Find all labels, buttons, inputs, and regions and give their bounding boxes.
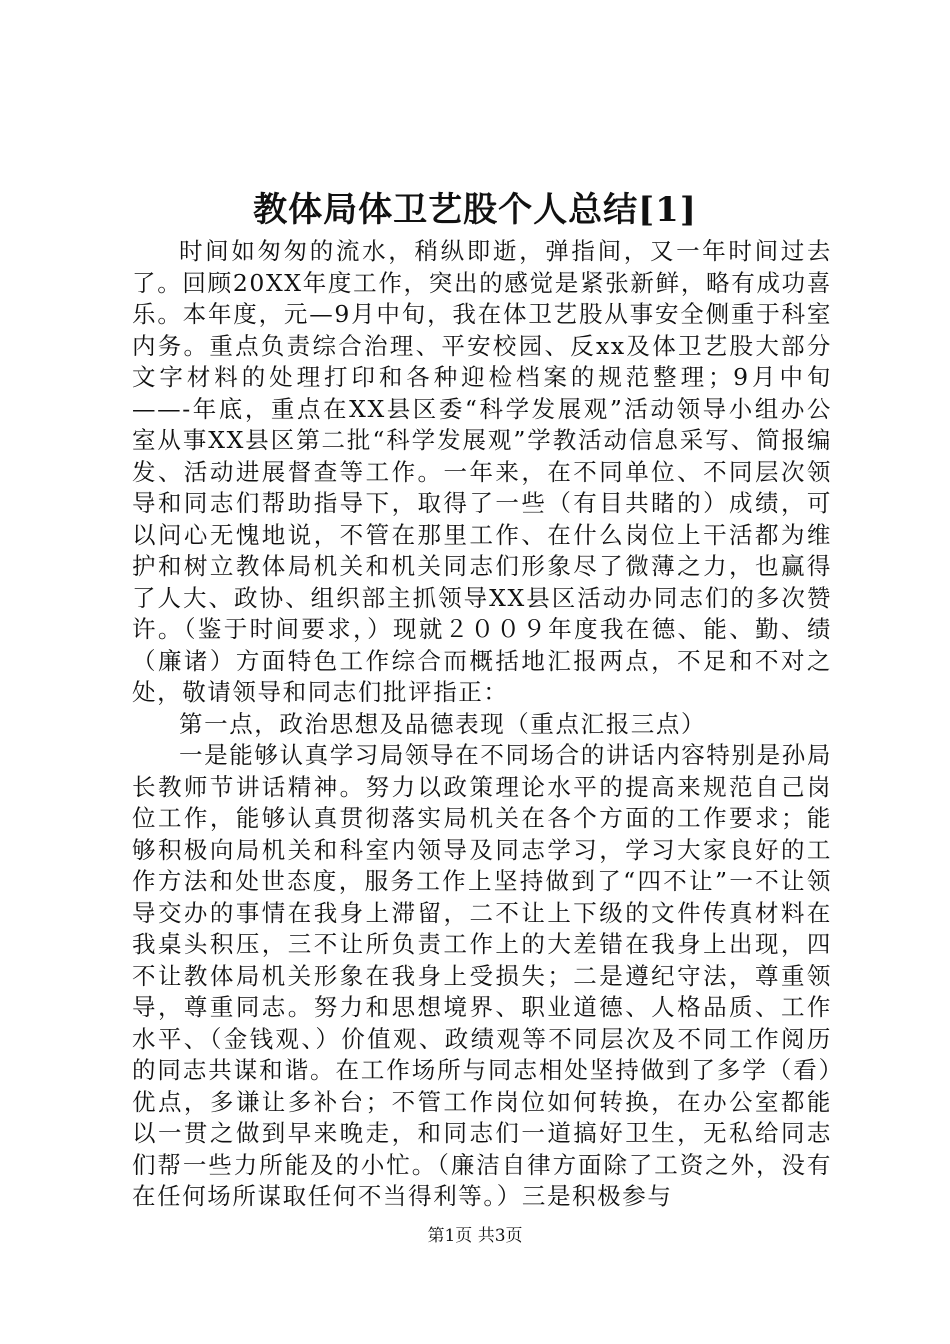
- paragraph-point-one: 一是能够认真学习局领导在不同场合的讲话内容特别是孙局长教师节讲话精神。努力以政策理论水平的提高来规范自己岗位工作，能够认真贯彻落实局机关在各个方面的工作要求；能够积极向局机关和科室内领导及同志学习，学习大家良好的工作方法和处世态度，服务工作上坚持做到了“四不让”一不让领导交办的事情在我身上滞留，二不让上下级的文件传真材料在我桌头积压，三不让所负责工作上的大差错在我身上出现，四不让教体局机关形象在我身上受损失；二是遵纪守法，尊重领导，尊重同志。努力和思想境界、职业道德、人格品质、工作水平、（金钱观、）价值观、政绩观等不同层次及不同工作阅历的同志共谋和谐。在工作场所与同志相处坚持做到了多学（看）优点，多谦让多补台；不管工作岗位如何转换，在办公室都能以一贯之做到早来晚走，和同志们一道搞好卫生，无私给同志们帮一些力所能及的小忙。（廉洁自律方面除了工资之外，没有在任何场所谋取任何不当得利等。）三是积极参与: [132, 741, 832, 1210]
- document-body: [132, 236, 832, 1213]
- paragraph-section-heading: 第一点，政治思想及品德表现（重点汇报三点）: [179, 709, 707, 738]
- paragraph-intro: 时间如匆匆的流水，稍纵即逝，弹指间，又一年时间过去了。回顾20XX年度工作，突出的感觉是紧张新鲜，略有成功喜乐。本年度，元—9月中旬，我在体卫艺股从事安全侧重于科室内务。重点负责综合治理、平安校园、反xx及体卫艺股大部分文字材料的处理打印和各种迎检档案的规范整理；9月中旬——-年底，重点在XX县区委“科学发展观”活动领导小组办公室从事XX县区第二批“科学发展观”学教活动信息采写、简报编发、活动进展督查等工作。一年来，在不同单位、不同层次领导和同志们帮助指导下，取得了一些（有目共睹的）成绩，可以问心无愧地说，不管在那里工作、在什么岗位上干活都为维护和树立教体局机关和机关同志们形象尽了微薄之力，也赢得了人大、政协、组织部主抓领导XX县区活动办同志们的多次赞许。（鉴于时间要求，）现就２００９年度我在德、能、勤、绩（廉诸）方面特色工作综合而概括地汇报两点，不足和不对之处，敬请领导和同志们批评指正：: [132, 237, 832, 706]
- document-title: 教体局体卫艺股个人总结[1]: [253, 190, 697, 230]
- page-number-footer: 第1页 共3页: [427, 1226, 523, 1246]
